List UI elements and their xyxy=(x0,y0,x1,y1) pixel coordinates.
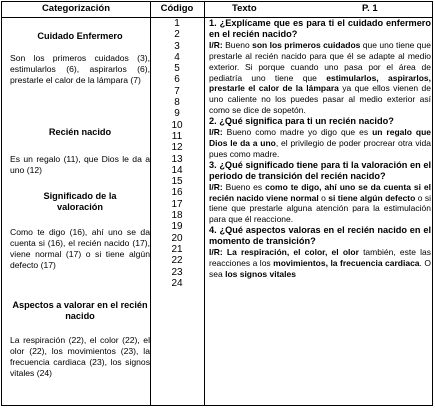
code-number: 18 xyxy=(171,210,183,222)
column-divider xyxy=(150,2,151,405)
code-number: 19 xyxy=(171,221,183,233)
question-4: 4. ¿Qué aspectos valoras en el recién nacido en el momento de transición? xyxy=(209,225,431,247)
code-number: 20 xyxy=(171,232,183,244)
code-number: 10 xyxy=(171,119,183,131)
answer-4: I/R: La respiración, el color, el olor también, este las reacciones a los movimientos, la frecuencia cardiaca. O sea los signos vitales xyxy=(209,247,431,279)
code-number: 1 xyxy=(174,18,180,29)
question-3: 3. ¿Qué significado tiene para ti la valoración en el periodo de transición del recién nacido? xyxy=(209,159,431,181)
coding-table xyxy=(1,1,433,406)
category-title: Aspectos a valorar en el recién nacido xyxy=(12,300,148,321)
code-number: 9 xyxy=(174,108,180,120)
header-texto: Texto xyxy=(232,3,257,14)
code-number: 22 xyxy=(171,255,183,267)
code-number: 16 xyxy=(171,187,183,199)
code-number: 5 xyxy=(174,63,180,75)
code-number: 15 xyxy=(171,176,183,188)
code-number: 4 xyxy=(174,51,180,63)
category-title: Cuidado Enfermero xyxy=(37,31,123,41)
code-number: 13 xyxy=(171,153,183,165)
question-2: 2. ¿Qué significa para ti un recién nacido? xyxy=(209,116,394,127)
header-categorizacion: Categorización xyxy=(41,3,111,14)
answer-1: I/R: Bueno son los primeros cuidados que uno tiene que prestarle al recién nacido para que él se adapte al medio exterior. Si porque cuando uno pasa por el área de pediatría uno tiene que estimularlos, aspirarlos, prestarle el calor de la lámpara ya que ellos vienen de uno caliente no los puedes pasar al medio exterior así como se dice de sopetón. xyxy=(209,39,432,116)
category-title: Recién nacido xyxy=(48,127,112,137)
code-number: 2 xyxy=(174,29,180,41)
answer-2: I/R: Bueno como madre yo digo que es un regalo que Dios le da a uno, el privilegio de poder procrear otra vida pues como madre. xyxy=(209,127,432,159)
code-number: 12 xyxy=(171,142,183,154)
answer-3: I/R: Bueno es como te digo, ahí uno se da cuenta si el recién nacido viene normal o si tiene algún defecto o si tiene que prestarle alguna atención para la estimulación para que él reaccione. xyxy=(209,181,432,225)
question-1: 1. ¿Explícame que es para ti el cuidado enfermero en el recién nacido? xyxy=(209,18,431,39)
category-text: La respiración (22), el color (22), el olor (22), los movimientos (23), la frecuencia cardiaca (23), los signos vitales (24) xyxy=(10,335,150,378)
code-number: 21 xyxy=(171,243,183,255)
category-text: Son los primeros cuidados (3), estimularlos (6), aspirarlos (6), prestarle el calor de la lámpara (7) xyxy=(10,53,150,85)
code-number: 3 xyxy=(174,40,180,52)
code-list xyxy=(154,18,200,289)
category-text: Como te digo (16), ahí uno se da cuenta si (16), el recién nacido (17), viene normal (17) o si tiene algún defecto (17) xyxy=(10,227,150,270)
code-number: 17 xyxy=(171,198,183,210)
code-number: 14 xyxy=(171,164,183,176)
code-number: 6 xyxy=(174,74,180,86)
header-codigo: Código xyxy=(160,3,194,14)
code-number: 23 xyxy=(171,266,183,278)
column-divider xyxy=(204,2,205,405)
code-number: 7 xyxy=(174,85,180,97)
interview-text xyxy=(209,18,431,280)
header-p1: P. 1 xyxy=(362,3,378,14)
category-title: Significado de la valoración xyxy=(43,191,117,212)
code-number: 11 xyxy=(171,130,183,142)
code-number: 24 xyxy=(171,277,183,289)
category-text: Es un regalo (11), que Dios le da a uno (12) xyxy=(10,154,150,175)
code-number: 8 xyxy=(174,97,180,109)
